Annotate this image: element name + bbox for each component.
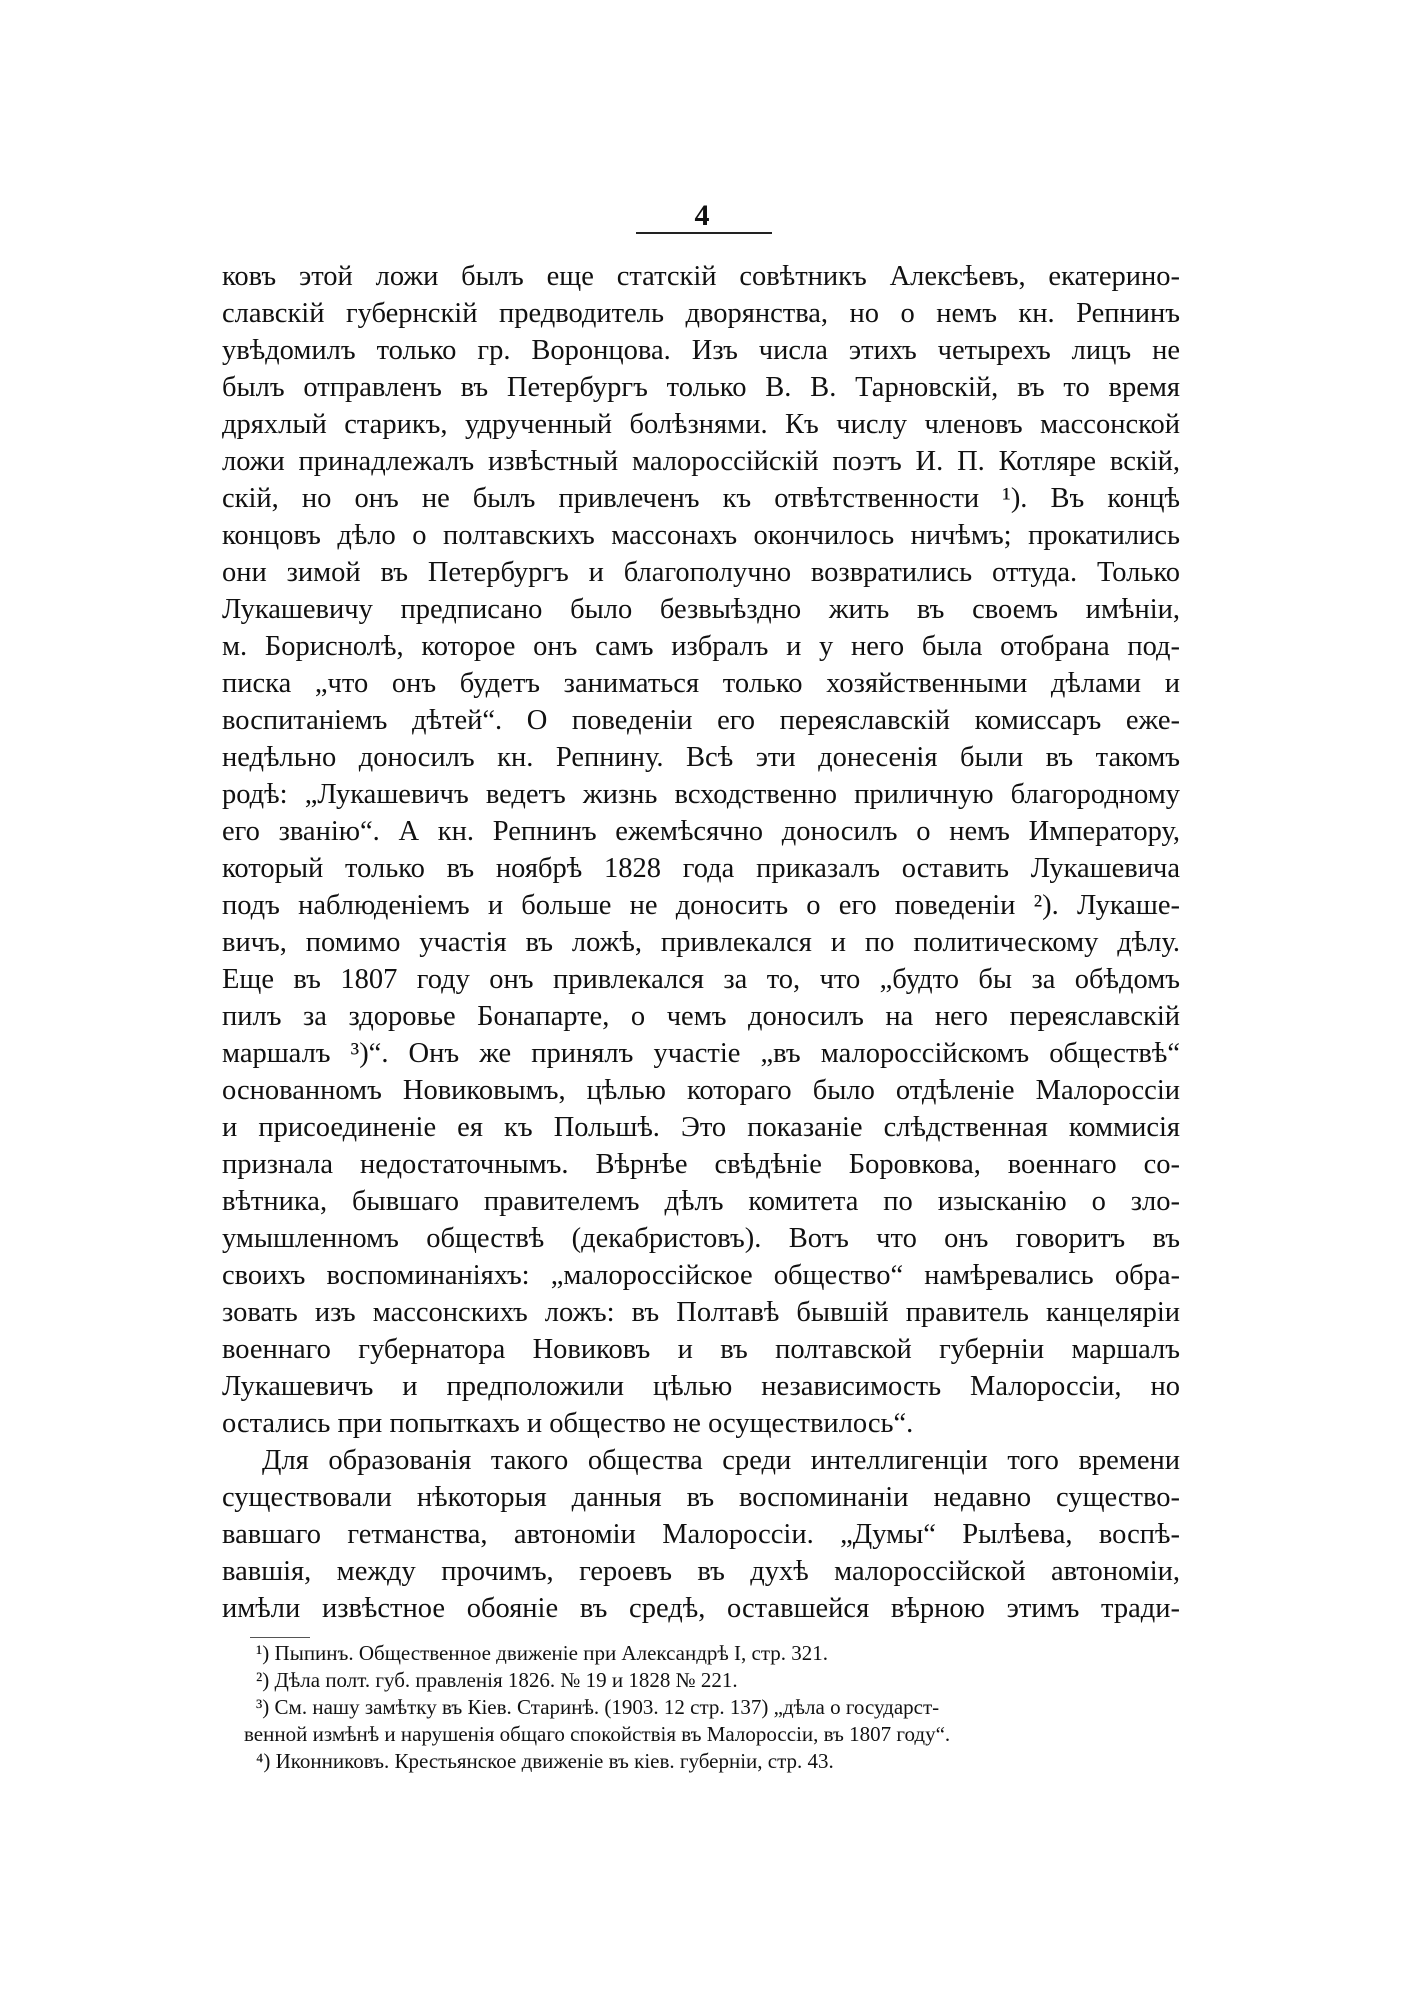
text-line: Еще въ 1807 году онъ привлекался за то, что „будто бы за обѣдомъ: [222, 964, 1180, 995]
text-line: имѣли извѣстное обояніе въ средѣ, оставшейся вѣрною этимъ тради-: [222, 1593, 1180, 1624]
footnote-rule: [250, 1637, 310, 1638]
text-line: основанномъ Новиковымъ, цѣлью котораго было отдѣленіе Малороссіи: [222, 1075, 1180, 1106]
text-line: своихъ воспоминаніяхъ: „малороссійское общество“ намѣревались обра-: [222, 1260, 1180, 1291]
text-line: подъ наблюденіемъ и больше не доносить о его поведеніи ²). Лукаше-: [222, 890, 1180, 921]
footnote: ²) Дѣла полт. губ. правленія 1826. № 19 и 1828 № 221.: [256, 1668, 738, 1692]
text-line: м. Бориснолѣ, которое онъ самъ избралъ и у него была отобрана под-: [222, 631, 1180, 662]
text-line: вавшаго гетманства, автономіи Малороссіи. „Думы“ Рылѣева, воспѣ-: [222, 1519, 1180, 1550]
text-line: ложи принадлежалъ извѣстный малороссійскій поэтъ И. П. Котляре вскій,: [222, 446, 1180, 477]
text-line: вичъ, помимо участія въ ложѣ, привлекался и по политическому дѣлу.: [222, 927, 1180, 958]
page-number: 4: [694, 199, 710, 232]
text-line: зовать изъ массонскихъ ложъ: въ Полтавѣ бывшій правитель канцеляріи: [222, 1297, 1180, 1328]
text-line: дряхлый старикъ, удрученный болѣзнями. Къ числу членовъ массонской: [222, 409, 1180, 440]
text-line: славскій губернскій предводитель дворянства, но о немъ кн. Репнинъ: [222, 298, 1180, 329]
text-line: былъ отправленъ въ Петербургъ только В. В. Тарновскій, въ то время: [222, 372, 1180, 403]
footnote: ⁴) Иконниковъ. Крестьянское движеніе въ кіев. губерніи, стр. 43.: [256, 1749, 834, 1773]
text-line: пилъ за здоровье Бонапарте, о чемъ доносилъ на него переяславскій: [222, 1001, 1180, 1032]
footnote: ³) См. нашу замѣтку въ Кіев. Старинѣ. (1903. 12 стр. 137) „дѣла о государст-: [256, 1695, 940, 1719]
text-line: умышленномъ обществѣ (декабристовъ). Вотъ что онъ говоритъ въ: [222, 1223, 1180, 1254]
text-line: который только въ ноябрѣ 1828 года приказалъ оставить Лукашевича: [222, 853, 1180, 884]
text-line: увѣдомилъ только гр. Воронцова. Изъ числа этихъ четырехъ лицъ не: [222, 335, 1180, 366]
text-line: родѣ: „Лукашевичъ ведетъ жизнь всходственно приличную благородному: [222, 779, 1180, 810]
footnote: ¹) Пыпинъ. Общественное движеніе при Александрѣ I, стр. 321.: [256, 1641, 829, 1665]
text-line: вѣтника, бывшаго правителемъ дѣлъ комитета по изысканію о зло-: [222, 1186, 1180, 1217]
text-line: ковъ этой ложи былъ еще статскій совѣтникъ Алексѣевъ, екатерино-: [222, 261, 1180, 292]
text-line: писка „что онъ будетъ заниматься только хозяйственными дѣлами и: [222, 668, 1180, 699]
text-line: воспитаніемъ дѣтей“. О поведеніи его переяславскій комиссаръ еже-: [222, 705, 1180, 736]
body-text: [222, 258, 1180, 1627]
text-line: военнаго губернатора Новиковъ и въ полтавской губерніи маршалъ: [222, 1334, 1180, 1365]
text-line: вавшія, между прочимъ, героевъ въ духѣ малороссійской автономіи,: [222, 1556, 1180, 1587]
text-line: маршалъ ³)“. Онъ же принялъ участіе „въ малороссійскомъ обществѣ“: [222, 1038, 1180, 1069]
text-line: Лукашевичу предписано было безвыѣздно жить въ своемъ имѣніи,: [222, 594, 1180, 625]
footnotes: [244, 1640, 1180, 1775]
text-line: недѣльно доносилъ кн. Репнину. Всѣ эти донесенія были въ такомъ: [222, 742, 1180, 773]
text-line: Для образованія такого общества среди интеллигенціи того времени: [262, 1445, 1180, 1476]
text-line: его званію“. А кн. Репнинъ ежемѣсячно доносилъ о немъ Императору,: [222, 816, 1180, 847]
footnote-continuation: венной измѣнѣ и нарушенія общаго спокойствія въ Малороссіи, въ 1807 году“.: [244, 1722, 951, 1746]
text-line: признала недостаточнымъ. Вѣрнѣе свѣдѣніе Боровкова, военнаго со-: [222, 1149, 1180, 1180]
text-line: остались при попыткахъ и общество не осуществилось“.: [222, 1408, 914, 1439]
text-line: Лукашевичъ и предположили цѣлью независимость Малороссіи, но: [222, 1371, 1180, 1402]
text-line: и присоединеніе ея къ Польшѣ. Это показаніе слѣдственная коммисія: [222, 1112, 1180, 1143]
text-line: концовъ дѣло о полтавскихъ массонахъ окончилось ничѣмъ; прокатились: [222, 520, 1180, 551]
text-line: существовали нѣкоторыя данныя въ воспоминаніи недавно существо-: [222, 1482, 1180, 1513]
text-line: они зимой въ Петербургъ и благополучно возвратились оттуда. Только: [222, 557, 1180, 588]
page-number-rule: [636, 232, 772, 234]
text-line: скій, но онъ не былъ привлеченъ къ отвѣтственности ¹). Въ концѣ: [222, 483, 1180, 514]
